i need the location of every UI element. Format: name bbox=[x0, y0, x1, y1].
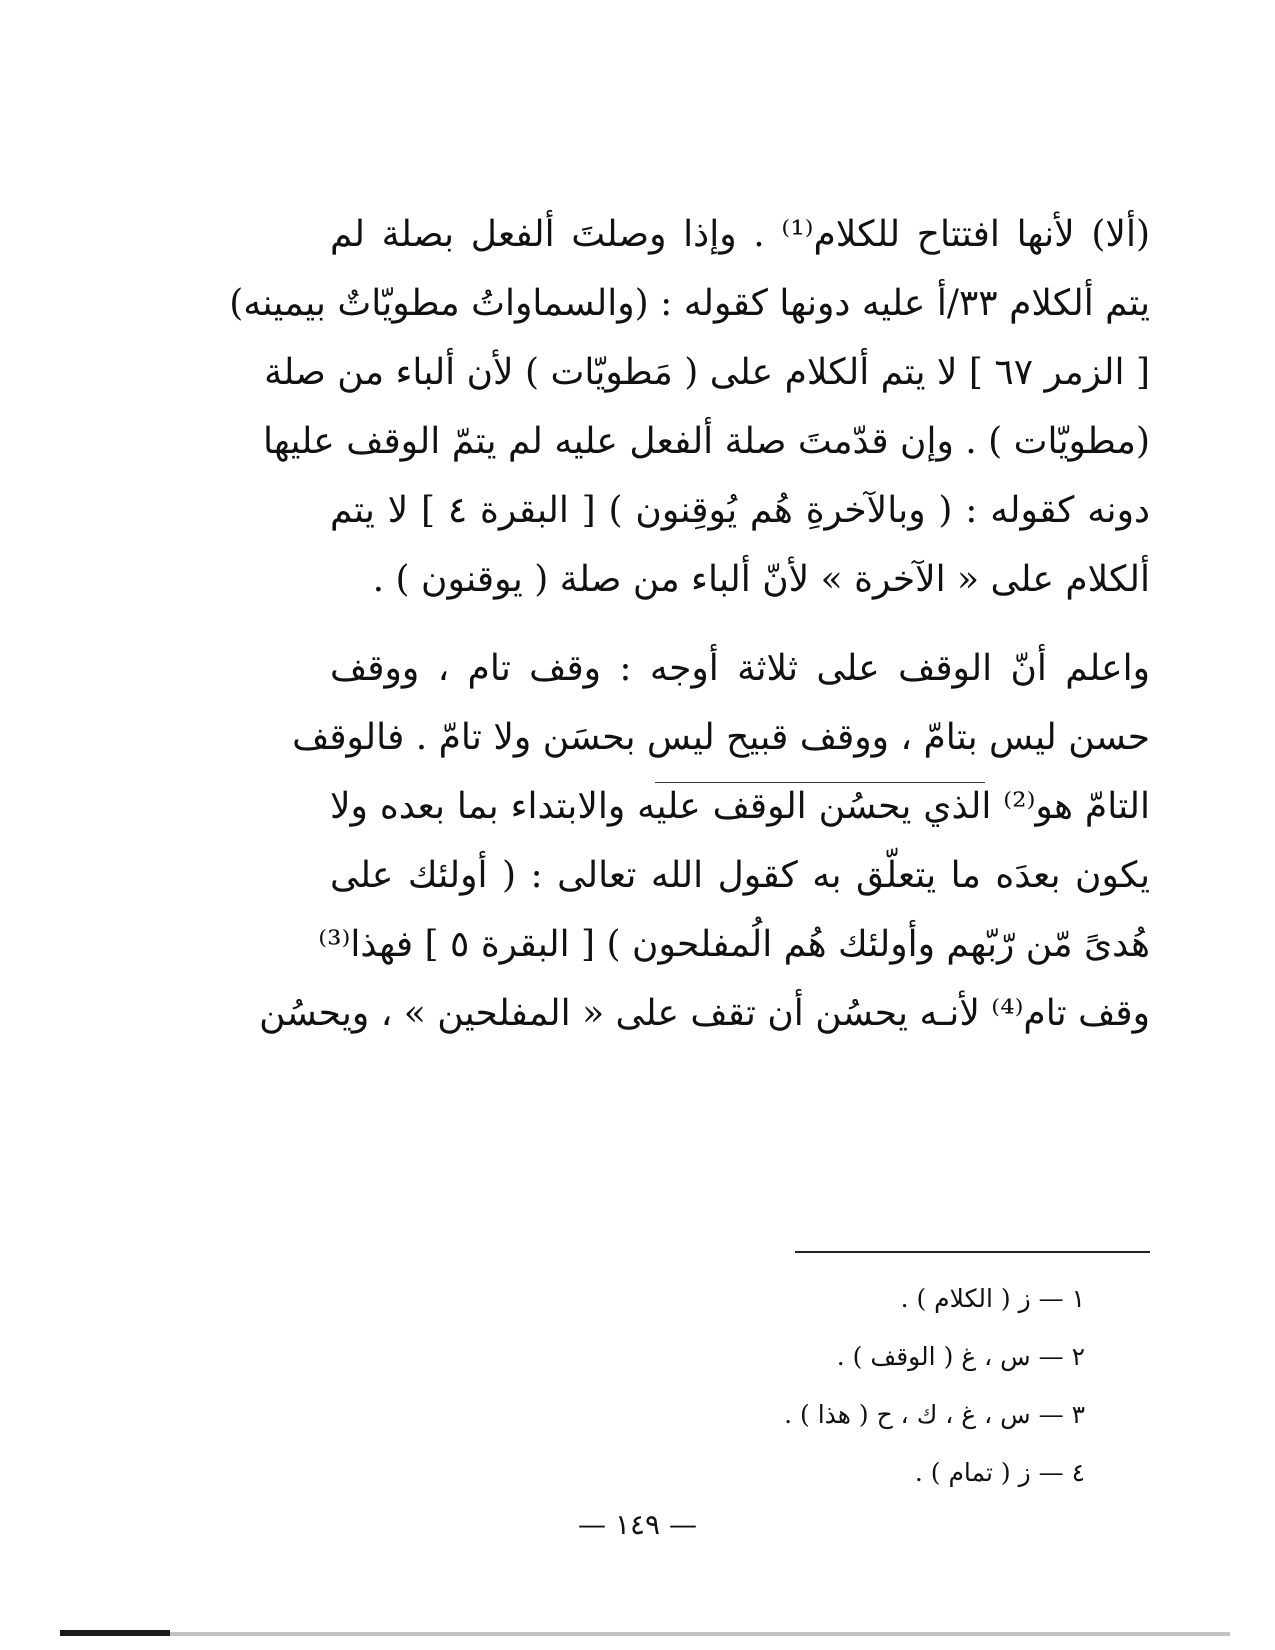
scan-edge-mark bbox=[60, 1630, 170, 1636]
text-line-6: ألكلام على « الآخرة » لأنّ ألباء من صلة ( يوقنون ) . bbox=[372, 559, 1150, 600]
footnote-2: ٢ — س ، غ ( الوقف ) . bbox=[836, 1342, 1085, 1371]
main-text bbox=[229, 200, 1150, 1048]
paragraph-gap bbox=[330, 614, 1150, 634]
text-line-8: حسن ليس بتامّ ، ووقف قبيح ليس بحسَن ولا تامّ . فالوقف bbox=[292, 717, 1150, 758]
text-line-3: [ الزمر ٦٧ ] لا يتم ألكلام على ( مَطويّات ) لأن ألباء من صلة bbox=[264, 352, 1150, 393]
text-line-10: يكون بعدَه ما يتعلّق به كقول الله تعالى : ( أولئك على bbox=[330, 855, 1150, 896]
footnotes bbox=[700, 1270, 1085, 1502]
footnote-4: ٤ — ز ( تمام ) . bbox=[914, 1458, 1085, 1487]
scan-edge-noise bbox=[170, 1632, 1230, 1636]
text-line-11: هُدىً مّن رّبّهم وأولئك هُم الُمفلحون ) [ البقرة ٥ ] فهذا⁽³⁾ bbox=[318, 924, 1150, 965]
text-line-4: (مطويّات ) . وإن قدّمتَ صلة ألفعل عليه لم يتمّ الوقف عليها bbox=[262, 421, 1150, 462]
text-line-7: واعلم أنّ الوقف على ثلاثة أوجه : وقف تام ، ووقف bbox=[330, 648, 1150, 689]
footnote-1: ١ — ز ( الكلام ) . bbox=[900, 1284, 1085, 1313]
footnote-3: ٣ — س ، غ ، ك ، ح ( هذا ) . bbox=[784, 1400, 1085, 1429]
text-line-5: دونه كقوله : ( وبالآخرةِ هُم يُوقِنون ) [ البقرة ٤ ] لا يتم bbox=[330, 490, 1150, 531]
text-line-12: وقف تام⁽⁴⁾ لأنـه يحسُن أن تقف على « المفلحين » ، ويحسُن bbox=[259, 993, 1150, 1034]
text-line-2: يتم ألكلام ٣٣/أ عليه دونها كقوله : (والسماواتُ مطويّاتٌ بيمينه) bbox=[229, 283, 1150, 324]
handwritten-underline bbox=[655, 782, 985, 783]
page-number: — ١٤٩ — bbox=[578, 1508, 697, 1541]
text-line-9: التامّ هو⁽²⁾ الذي يحسُن الوقف عليه والابتداء بما بعده ولا bbox=[330, 786, 1150, 827]
footnote-separator bbox=[795, 1251, 1150, 1253]
text-line-1: (ألا) لأنها افتتاح للكلام⁽¹⁾ . وإذا وصلتَ ألفعل بصلة لم bbox=[330, 214, 1150, 255]
